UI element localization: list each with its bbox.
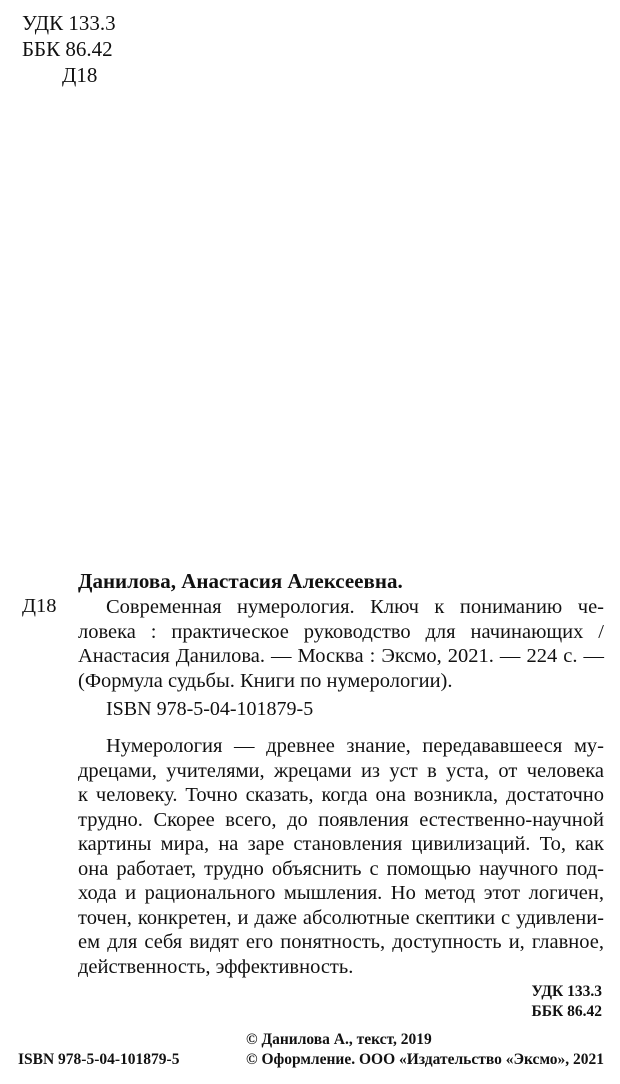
bib-line: (Формула судьбы. Книги по нумерологии).	[78, 669, 453, 692]
record-isbn: ISBN 978-5-04-101879-5	[106, 698, 314, 720]
annotation-line: трудно. Скорее всего, до появления естественно-научной	[78, 808, 604, 831]
bibliographic-description	[78, 595, 604, 693]
design-copyright: © Оформление. ООО «Издательство «Эксмо», 2021	[246, 1051, 605, 1068]
annotation-line: она работает, трудно объяснить с помощью научного под-	[78, 857, 604, 880]
annotation	[78, 734, 604, 979]
copyright-block	[246, 1030, 604, 1070]
record-author-mark: Д18	[22, 595, 57, 617]
header-author-mark: Д18	[62, 63, 98, 87]
author-heading: Данилова, Анастасия Алексеевна.	[78, 569, 403, 593]
footer-codes	[532, 982, 602, 1022]
annotation-line: к человеку. Точно сказать, когда она возникла, достаточно	[78, 784, 604, 806]
annotation-line: картины мира, на заре становления цивилизаций. То, как	[78, 833, 604, 855]
header-udk: УДК 133.3	[22, 11, 116, 35]
bib-line: Современная нумерология. Ключ к пониманию че-	[106, 596, 604, 618]
annotation-line: дрецами, учителями, жрецами из уст в уста, от человека	[78, 759, 604, 782]
annotation-line: хода и рационального мышления. Но метод этот логичен,	[78, 882, 604, 904]
copyright-isbn: ISBN 978-5-04-101879-5	[18, 1051, 180, 1068]
bib-line: Анастасия Данилова. — Москва : Эксмо, 2021. — 224 с. —	[78, 645, 604, 667]
annotation-line: Нумерология — древнее знание, передававшееся му-	[106, 735, 604, 757]
bib-line: ловека : практическое руководство для начинающих /	[78, 620, 604, 643]
footer-udk: УДК 133.3	[531, 983, 602, 1000]
annotation-line: точен, конкретен, и даже абсолютные скептики с удивлени-	[78, 906, 604, 929]
annotation-line: ем для себя видят его понятность, доступность и, главное,	[78, 931, 604, 953]
text-copyright: © Данилова А., текст, 2019	[246, 1031, 432, 1048]
annotation-line: действенность, эффективность.	[78, 955, 354, 978]
header-bbk: ББК 86.42	[22, 37, 113, 61]
footer-bbk: ББК 86.42	[531, 1003, 602, 1020]
